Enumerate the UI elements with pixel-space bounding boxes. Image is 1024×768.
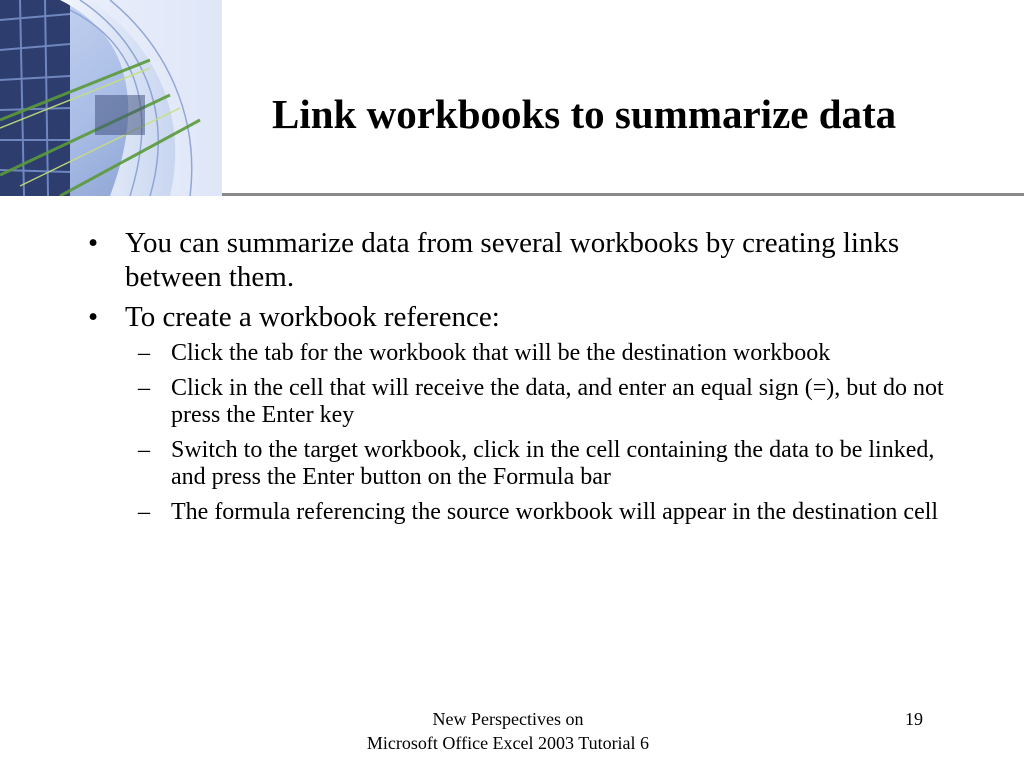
sub-bullet-switch-workbook	[138, 437, 948, 491]
sub-bullet-list	[88, 340, 948, 526]
sub-bullet-marker: –	[138, 375, 150, 401]
sub-bullet-text: Click in the cell that will receive the data, and enter an equal sign (=), but do not press the Enter key	[171, 375, 944, 428]
sub-bullet-marker: –	[138, 499, 150, 525]
bullet-marker: •	[88, 227, 99, 259]
bullet-summarize	[88, 226, 948, 294]
sub-bullet-enter-equal	[138, 375, 948, 429]
page-number: 19	[905, 709, 923, 729]
footer-text	[330, 707, 686, 755]
sub-bullet-text: The formula referencing the source workbook will appear in the destination cell	[171, 499, 939, 525]
sub-bullet-formula-appears	[138, 499, 948, 526]
header-divider	[222, 193, 1024, 196]
slide-title: Link workbooks to summarize data	[272, 91, 897, 137]
slide-body	[88, 226, 948, 534]
bullet-text: To create a workbook reference:	[125, 301, 500, 333]
sub-bullet-text: Click the tab for the workbook that will be the destination workbook	[171, 340, 831, 366]
sub-bullet-click-tab	[138, 340, 948, 367]
bullet-marker: •	[88, 301, 99, 333]
bullet-text: You can summarize data from several workbooks by creating links between them.	[125, 227, 900, 293]
sub-bullet-marker: –	[138, 437, 150, 463]
bullet-create-reference	[88, 300, 948, 334]
architecture-image	[0, 0, 222, 196]
footer-line-2: Microsoft Office Excel 2003 Tutorial 6	[366, 733, 650, 753]
header-photo	[0, 0, 222, 196]
sub-bullet-text: Switch to the target workbook, click in the cell containing the data to be linked, and press the Enter button on the Formula bar	[171, 437, 935, 490]
footer-line-1: New Perspectives on	[432, 709, 584, 729]
sub-bullet-marker: –	[138, 340, 150, 366]
